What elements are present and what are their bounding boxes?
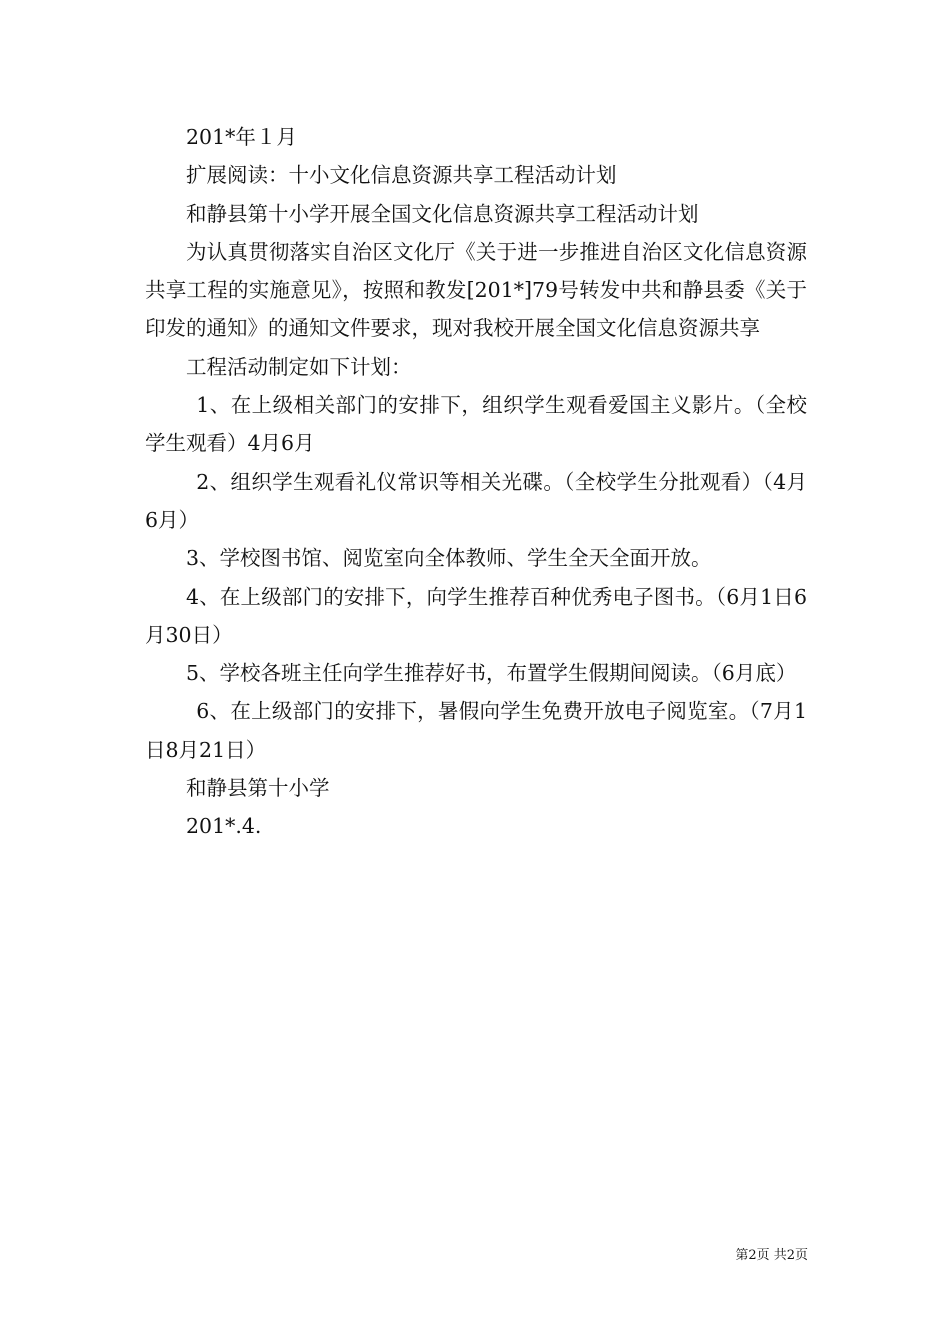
intro-paragraph: 为认真贯彻落实自治区文化厅《关于进一步推进自治区文化信息资源共享工程的实施意见》，按照和教发[201*]79号转发中共和静县委《关于印发的通知》的通知文件要求，现对我校开展全国文化信息资源共享 (145, 239, 807, 341)
plan-item-1: 1、在上级相关部门的安排下，组织学生观看爱国主义影片。（全校学生观看）4月6月 (145, 393, 807, 456)
plan-item-3: 3、学校图书馆、阅览室向全体教师、学生全天全面开放。 (186, 546, 712, 571)
signature-date: 201*.4. (186, 814, 262, 839)
date-line: 201*年１月 (186, 125, 297, 149)
plan-item-6: 6、在上级部门的安排下，暑假向学生免费开放电子阅览室。（7月1日8月21日） (145, 699, 807, 762)
plan-title: 和静县第十小学开展全国文化信息资源共享工程活动计划 (186, 201, 699, 226)
plan-item-2: 2、组织学生观看礼仪常识等相关光碟。（全校学生分批观看）（4月6月） (145, 469, 807, 532)
extended-reading-title: 扩展阅读：十小文化信息资源共享工程活动计划 (186, 163, 617, 188)
plan-lead-in: 工程活动制定如下计划： (186, 354, 412, 379)
signature-school: 和静县第十小学 (186, 776, 330, 801)
plan-item-5: 5、学校各班主任向学生推荐好书，布置学生假期间阅读。（6月底） (186, 661, 797, 686)
page-number-footer: 第2页 共2页 (735, 1248, 808, 1263)
document-body (145, 118, 807, 846)
plan-item-4: 4、在上级部门的安排下，向学生推荐百种优秀电子图书。（6月1日6月30日） (145, 584, 807, 647)
